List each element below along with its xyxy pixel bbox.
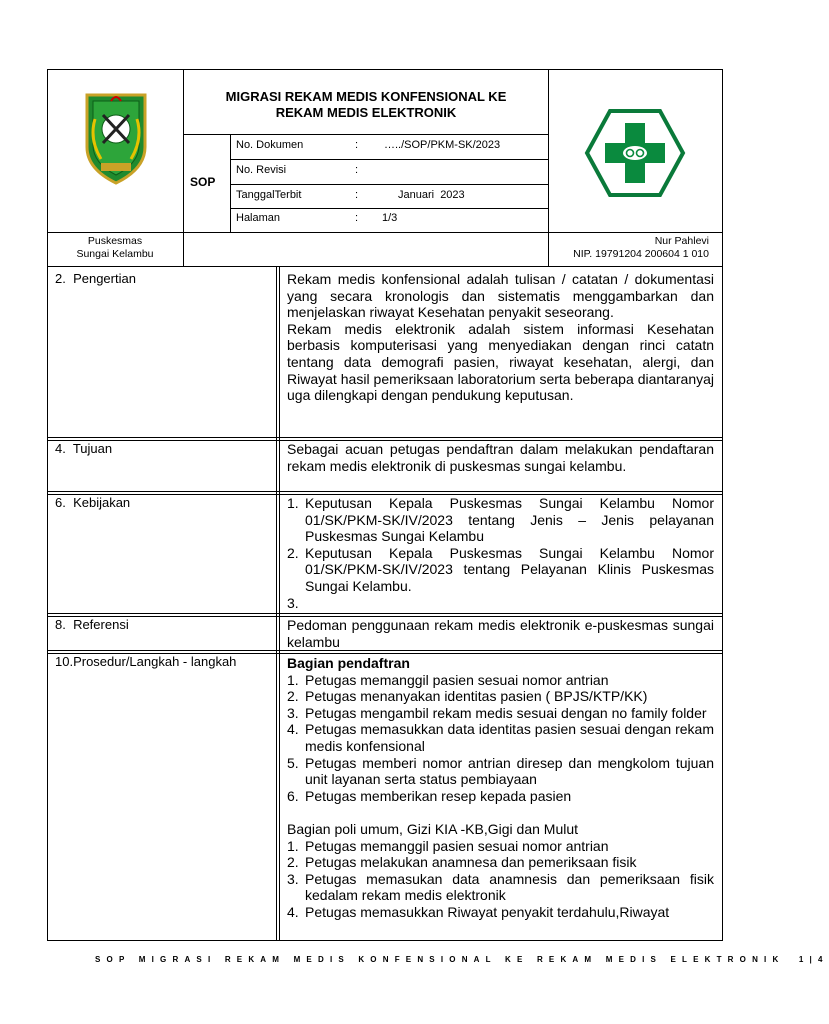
section-text-kebijakan xyxy=(280,493,722,611)
pengertian-paragraph-2: Rekam medis elektronik adalah sistem informasi Kesehatan berbasis komputerisasi yang menyediakan dengan rinci catatn tentang data demografi pasien, riwayat kesehatan, alergi, dan Riwayat hasil pemeriksaan laboratorium serta beberapa diantaranyaj uga dilengkapi dengan pendukung keputusan. xyxy=(287,320,714,404)
list-item: 4. Petugas memasukkan Riwayat penyakit terdahulu,Riwayat xyxy=(287,903,670,920)
section-label-tujuan: 4. Tujuan xyxy=(55,441,113,456)
meta-sep: : xyxy=(355,212,359,224)
list-item: 4. Petugas memasukkan data identitas pasien sesuai dengan rekam medis konfensional xyxy=(287,721,714,754)
meta-label-no-revisi: No. Revisi xyxy=(236,164,287,176)
list-item: 3. Petugas memasukan data anamnesis dan pemeriksaan fisik kedalam rekam medis elektronik xyxy=(287,870,714,904)
list-item: 5. Petugas memberi nomor antrian diresep dan mengkolom tujuan unit layanan serta status pembiayaan xyxy=(287,754,714,788)
puskesmas-logo-icon xyxy=(585,109,685,197)
header-block xyxy=(47,69,723,267)
sop-label: SOP xyxy=(190,175,216,189)
list-item: 2. Keputusan Kepala Puskesmas Sungai Kelambu Nomor 01/SK/PKM-SK/IV/2023 tentang Pelayanan Klinis Puskesmas Sungai Kelambu. xyxy=(287,544,714,594)
section-label-kebijakan: 6. Kebijakan xyxy=(55,495,131,510)
prosedur-heading-pendaftaran: Bagian pendaftran xyxy=(287,655,410,671)
list-item: 3. xyxy=(287,594,299,611)
footer-text: SOP MIGRASI REKAM MEDIS KONFENSIONAL KE REKAM MEDIS ELEKTRONIK xyxy=(95,955,785,964)
meta-value-halaman: 1/3 xyxy=(382,212,398,224)
list-item: 2. Petugas melakukan anamnesa dan pemeriksaan fisik xyxy=(287,854,637,871)
signer-name: Nur Pahlevi xyxy=(654,235,709,247)
section-text-pengertian xyxy=(280,269,722,404)
list-item: 3. Petugas mengambil rekam medis sesuai dengan no family folder xyxy=(287,704,707,721)
list-item: 2. Petugas menanyakan identitas pasien ( BPJS/KTP/KK) xyxy=(287,688,648,705)
org-name-line1: Puskesmas xyxy=(87,235,143,247)
meta-label-tanggal-terbit: TanggalTerbit xyxy=(236,189,302,201)
section-label-prosedur: 10.Prosedur/Langkah - langkah xyxy=(55,654,237,669)
meta-sep: : xyxy=(355,139,359,151)
section-text-prosedur xyxy=(280,653,722,940)
section-text-referensi: Pedoman penggunaan rekam medis elektronik e-puskesmas sungai kelambu xyxy=(287,617,714,650)
list-item: 1. Keputusan Kepala Puskesmas Sungai Kelambu Nomor 01/SK/PKM-SK/IV/2023 tentang Jenis – Jenis pelayanan Puskesmas Sungai Kelambu xyxy=(287,495,714,545)
document-title: MIGRASI REKAM MEDIS KONFENSIONAL KE REKAM MEDIS ELEKTRONIK xyxy=(225,89,507,120)
footer-page-number: 1|4 xyxy=(798,955,829,964)
meta-label-no-dokumen: No. Dokumen xyxy=(236,139,304,151)
meta-label-halaman: Halaman xyxy=(236,212,281,224)
meta-value-tanggal-terbit: Januari 2023 xyxy=(398,189,465,201)
section-label-pengertian: 2. Pengertian xyxy=(55,271,136,286)
prosedur-heading-poli: Bagian poli umum, Gizi KIA -KB,Gigi dan Mulut xyxy=(287,820,579,837)
section-text-tujuan: Sebagai acuan petugas pendaftran dalam melakukan pendaftaran rekam medis elektronik di puskesmas sungai kelambu. xyxy=(287,441,714,474)
list-item: 1. Petugas memanggil pasien sesuai nomor antrian xyxy=(287,671,609,688)
meta-sep: : xyxy=(355,164,359,176)
org-name-line2: Sungai Kelambu xyxy=(76,248,154,260)
list-item: 6. Petugas memberikan resep kepada pasien xyxy=(287,787,572,804)
meta-sep: : xyxy=(355,189,359,201)
signer-nip: NIP. 19791204 200604 1 010 xyxy=(573,248,709,260)
meta-value-no-dokumen: …../SOP/PKM-SK/2023 xyxy=(384,139,501,151)
page-footer xyxy=(95,955,829,964)
kabupaten-emblem-icon xyxy=(81,89,151,189)
pengertian-paragraph-1: Rekam medis konfensional adalah tulisan / catatan / dokumentasi yang secara kronologis dan sistematis menggambarkan dan menjelaskan riwayat Kesehatan penyakit seseorang. xyxy=(287,271,714,321)
section-label-referensi: 8. Referensi xyxy=(55,617,129,632)
list-item: 1. Petugas memanggil pasien sesuai nomor antrian xyxy=(287,837,609,854)
